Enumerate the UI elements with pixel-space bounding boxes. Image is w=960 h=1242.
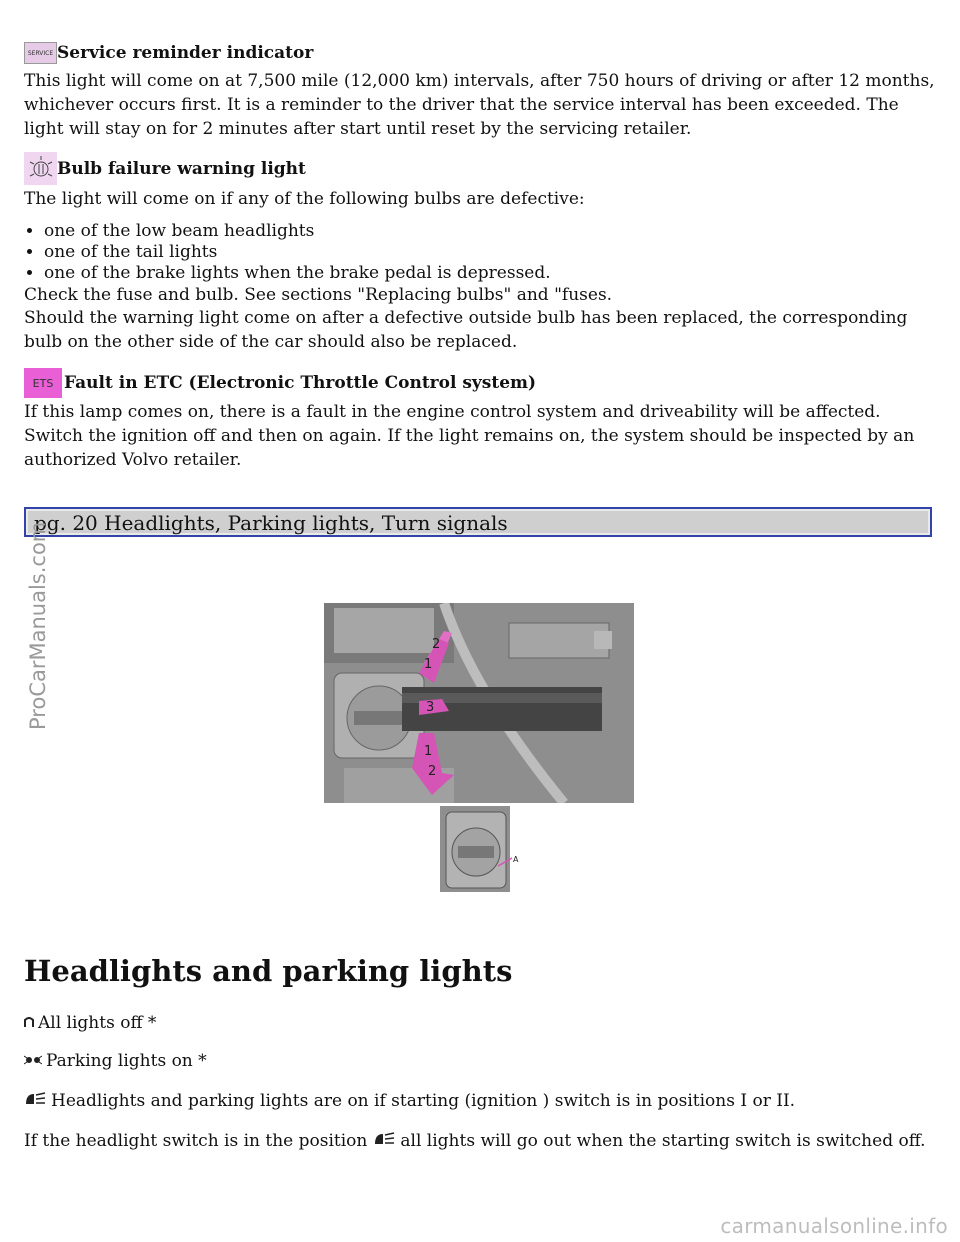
- headlights-on-text: Headlights and parking lights are on if starting (ignition ) switch is in positions I or II.: [51, 1091, 796, 1111]
- lights-off-icon: [24, 1013, 34, 1033]
- parking-lights-line: [24, 1051, 207, 1071]
- bulb-intro: The light will come on if any of the following bulbs are defective:: [24, 189, 585, 209]
- side-watermark: ProCarManuals.com: [26, 521, 50, 730]
- bulb-check: Check the fuse and bulb. See sections "Replacing bulbs" and "fuses.: [24, 285, 613, 305]
- etc-heading-row: [24, 368, 936, 398]
- arrow-label: 2: [432, 637, 441, 652]
- etc-section: [24, 368, 936, 472]
- headlight-switch-inset: [440, 806, 520, 892]
- bulb-heading-row: [24, 152, 936, 185]
- etc-icon-label: ETS: [32, 376, 54, 390]
- service-body: This light will come on at 7,500 mile (12,000 km) intervals, after 750 hours of driving or after 12 months, whichever occurs first. It is a reminder to the driver that the service interval has been exceeded. The light will stay on for 2 minutes after start until reset by the servicing retailer.: [24, 71, 935, 139]
- service-heading-row: [24, 42, 936, 64]
- headlight-switch-figure: [324, 603, 634, 803]
- headlight-icon: [24, 1091, 46, 1111]
- inset-label: A: [513, 855, 519, 864]
- list-item: • one of the brake lights when the brake pedal is depressed.: [44, 263, 936, 284]
- parking-lights-text: Parking lights on *: [46, 1051, 207, 1071]
- bulb-list: [24, 221, 936, 284]
- arrow-label: 1: [424, 744, 433, 759]
- parking-lights-icon: [24, 1051, 42, 1071]
- headlights-title: Headlights and parking lights: [24, 954, 513, 988]
- switch-off-line: [24, 1131, 926, 1151]
- service-section: [24, 42, 936, 141]
- bulb-heading: Bulb failure warning light: [57, 158, 306, 179]
- arrow-label: 1: [424, 657, 433, 672]
- section-title-bar: [24, 507, 932, 537]
- all-lights-off-line: [24, 1013, 156, 1033]
- switch-off-text-a: If the headlight switch is in the position: [24, 1131, 368, 1151]
- service-icon-label: SERVICE: [27, 49, 54, 57]
- switch-off-text-b: all lights will go out when the starting switch is switched off.: [400, 1131, 926, 1151]
- footer-watermark: carmanualsonline.info: [720, 1214, 948, 1238]
- list-item: • one of the low beam headlights: [44, 221, 936, 242]
- section-title: pg. 20 Headlights, Parking lights, Turn signals: [34, 511, 508, 535]
- all-lights-off-text: All lights off *: [38, 1013, 157, 1033]
- bulb-failure-icon: [24, 152, 57, 185]
- arrow-label: 2: [428, 764, 437, 779]
- bulb-note: Should the warning light come on after a defective outside bulb has been replaced, the corresponding bulb on the other side of the car should also be replaced.: [24, 308, 908, 352]
- etc-body: If this lamp comes on, there is a fault in the engine control system and driveability will be affected. Switch the ignition off and then on again. If the light remains on, the system should be inspected by an authorized Volvo retailer.: [24, 402, 915, 470]
- arrow-label: 3: [426, 700, 435, 715]
- headlight-icon: [373, 1131, 395, 1151]
- service-icon: [24, 42, 57, 64]
- etc-icon: [24, 368, 62, 398]
- service-heading: Service reminder indicator: [57, 43, 314, 63]
- headlights-on-line: [24, 1091, 795, 1111]
- bulb-section: [24, 152, 936, 354]
- etc-heading: Fault in ETC (Electronic Throttle Control system): [64, 373, 537, 393]
- list-item: • one of the tail lights: [44, 242, 936, 263]
